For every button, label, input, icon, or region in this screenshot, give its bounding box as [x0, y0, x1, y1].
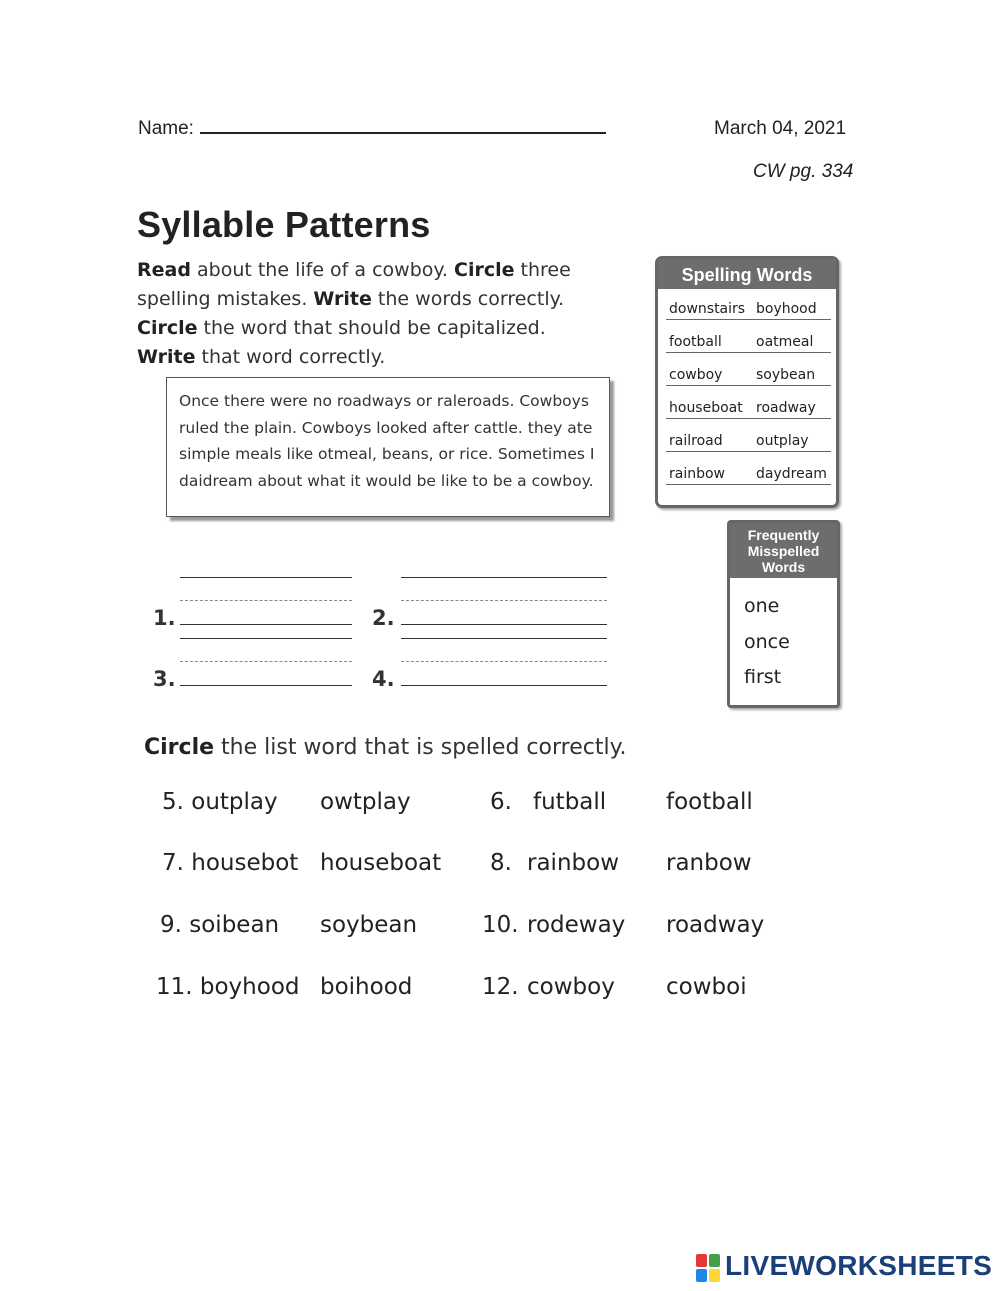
- spelling-word: football: [669, 334, 722, 350]
- choice-word[interactable]: futball: [533, 789, 607, 815]
- answer-line-2[interactable]: [401, 624, 607, 625]
- freq-heading-line: Words: [761, 559, 806, 575]
- instr-write: Write: [313, 288, 372, 310]
- frequently-misspelled-box: [727, 520, 840, 708]
- spelling-word: houseboat: [669, 400, 743, 416]
- answer-line-1[interactable]: [180, 624, 352, 625]
- spelling-word: roadway: [756, 400, 816, 416]
- page-reference: CW pg. 334: [753, 161, 854, 182]
- answer-number-1: 1.: [153, 606, 176, 630]
- answer-line-top: [401, 638, 607, 639]
- answer-guide: [180, 661, 352, 662]
- name-label: Name:: [138, 118, 194, 139]
- logo-blocks-icon: [695, 1253, 721, 1283]
- circle-instruction: [144, 735, 626, 760]
- answer-number-4: 4.: [372, 667, 395, 691]
- instr-circle-2: Circle: [137, 317, 198, 339]
- choice-word[interactable]: 9. soibean: [160, 912, 280, 938]
- spelling-word: oatmeal: [756, 334, 814, 350]
- circle-word: Circle: [144, 735, 215, 760]
- instr-read: Read: [137, 259, 191, 281]
- spelling-words-box: [655, 256, 839, 508]
- choice-word[interactable]: houseboat: [320, 850, 442, 876]
- spelling-word: railroad: [669, 433, 723, 449]
- choice-word[interactable]: rodeway: [527, 912, 626, 938]
- choice-word[interactable]: cowboi: [666, 974, 747, 1000]
- answer-number-3: 3.: [153, 667, 176, 691]
- spelling-word: cowboy: [669, 367, 723, 383]
- choice-word[interactable]: rainbow: [527, 850, 619, 876]
- name-field: [138, 118, 606, 140]
- answer-number-2: 2.: [372, 606, 395, 630]
- date: March 04, 2021: [714, 118, 847, 139]
- answer-guide: [401, 661, 607, 662]
- spelling-word: soybean: [756, 367, 816, 383]
- answer-line-top: [180, 638, 352, 639]
- spelling-word: downstairs: [669, 301, 746, 317]
- spelling-word: outplay: [756, 433, 809, 449]
- choice-word[interactable]: 11. boyhood: [156, 974, 300, 1000]
- choice-word[interactable]: football: [666, 789, 753, 815]
- answer-line-top: [401, 577, 607, 578]
- choice-word[interactable]: ranbow: [666, 850, 752, 876]
- freq-word: one: [744, 595, 780, 617]
- answer-line-top: [180, 577, 352, 578]
- spelling-row: [666, 367, 831, 386]
- choice-word[interactable]: boihood: [320, 974, 413, 1000]
- choice-number: 8.: [490, 850, 512, 876]
- freq-word: once: [744, 631, 790, 653]
- freq-heading-line: Frequently: [747, 527, 820, 543]
- instr-text: the words correctly.: [371, 288, 565, 310]
- circle-instruction-text: the list word that is spelled correctly.: [214, 735, 627, 760]
- answer-line-3[interactable]: [180, 685, 352, 686]
- page-title: Syllable Patterns: [137, 204, 431, 245]
- frequently-misspelled-heading: [730, 523, 837, 578]
- choice-word[interactable]: soybean: [320, 912, 418, 938]
- instr-write-2: Write: [137, 346, 196, 368]
- instructions: [137, 256, 637, 372]
- spelling-row: [666, 466, 831, 485]
- liveworksheets-logo: [695, 1250, 995, 1284]
- choice-word[interactable]: 7. housebot: [162, 850, 299, 876]
- freq-heading-line: Misspelled: [747, 543, 820, 559]
- instr-text: about the life of a cowboy.: [190, 259, 454, 281]
- instr-text: the word that should be capitalized.: [197, 317, 546, 339]
- instr-text: three spelling mistakes.: [137, 259, 571, 310]
- choice-word[interactable]: cowboy: [527, 974, 615, 1000]
- spelling-words-heading: Spelling Words: [658, 259, 836, 289]
- choice-word[interactable]: roadway: [666, 912, 765, 938]
- answer-guide: [180, 600, 352, 601]
- instr-text: that word correctly.: [195, 346, 386, 368]
- spelling-word: daydream: [756, 466, 827, 482]
- answer-guide: [401, 600, 607, 601]
- choice-number: 10.: [482, 912, 519, 938]
- logo-text: LIVEWORKSHEETS: [725, 1250, 993, 1281]
- spelling-row: [666, 433, 831, 452]
- spelling-row: [666, 301, 831, 320]
- choice-number: 6.: [490, 789, 512, 815]
- instr-circle: Circle: [454, 259, 515, 281]
- spelling-row: [666, 334, 831, 353]
- choice-word[interactable]: 5. outplay: [162, 789, 278, 815]
- reading-passage: Once there were no roadways or raleroads. Cowboys ruled the plain. Cowboys looked after cattle. they ate simple meals like otmeal, beans, or rice. Sometimes I daidream about what it would be like to be a cowboy.: [166, 377, 610, 517]
- choice-number: 12.: [482, 974, 519, 1000]
- choice-word[interactable]: owtplay: [320, 789, 411, 815]
- freq-word: first: [744, 666, 782, 688]
- spelling-word: boyhood: [756, 301, 817, 317]
- answer-line-4[interactable]: [401, 685, 607, 686]
- name-input-line[interactable]: [200, 118, 606, 134]
- spelling-row: [666, 400, 831, 419]
- spelling-word: rainbow: [669, 466, 725, 482]
